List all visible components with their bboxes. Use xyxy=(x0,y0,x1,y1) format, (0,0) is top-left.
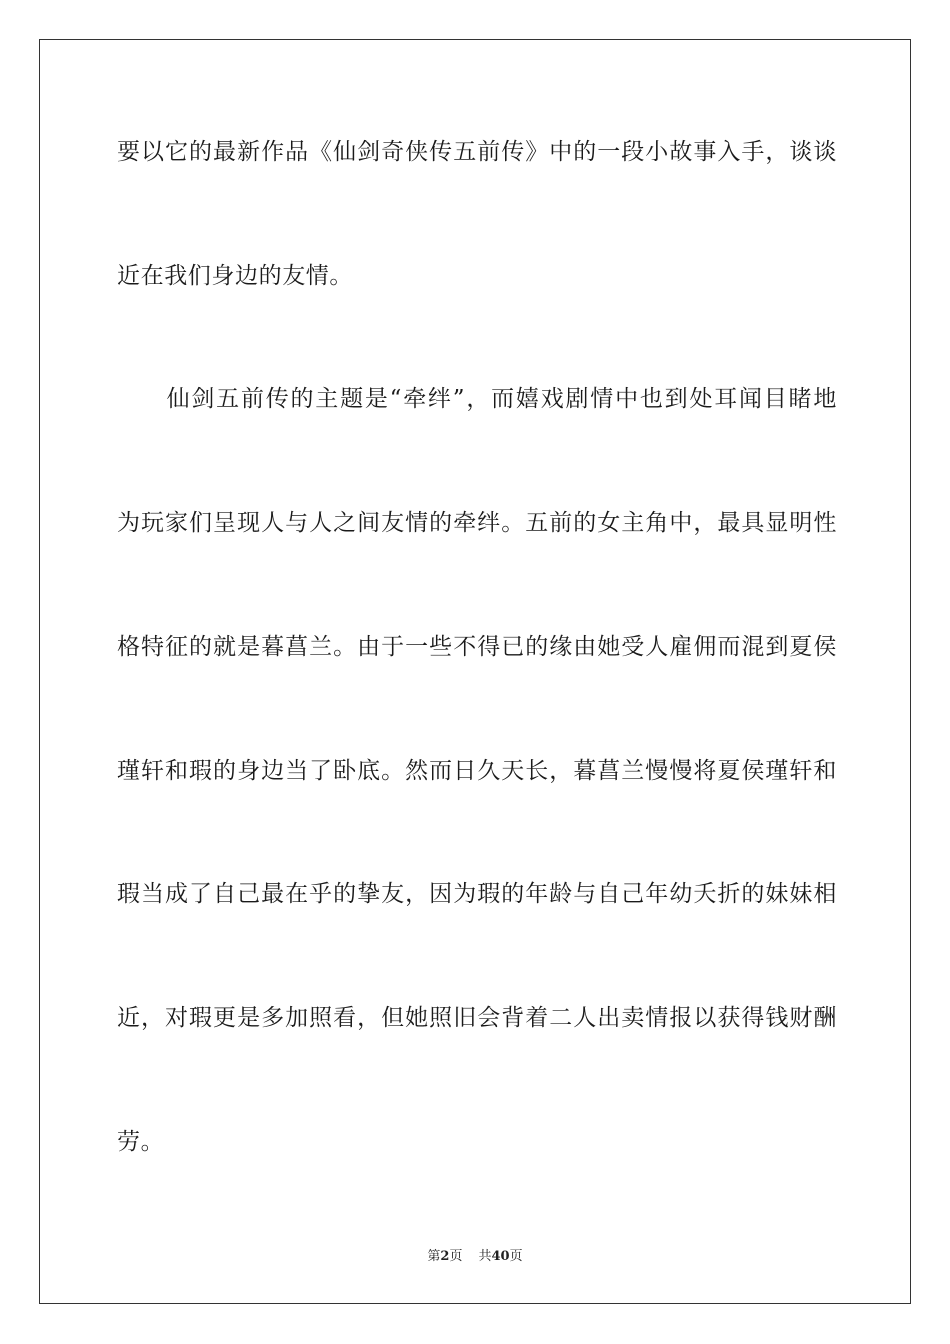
body-line-2: 近在我们身边的友情。 xyxy=(117,263,353,289)
total-suffix: 页 xyxy=(509,1249,523,1264)
body-line-1: 要以它的最新作品《仙剑奇侠传五前传》中的一段小故事入手，谈谈 xyxy=(117,139,837,165)
page-suffix: 页 xyxy=(449,1249,463,1264)
page-frame xyxy=(39,39,911,1304)
body-line-8: 近，对瑕更是多加照看，但她照旧会背着二人出卖情报以获得钱财酬 xyxy=(117,1005,837,1031)
total-pages: 40 xyxy=(491,1249,510,1264)
body-line-6: 瑾轩和瑕的身边当了卧底。然而日久天长，暮菖兰慢慢将夏侯瑾轩和 xyxy=(117,758,837,784)
body-line-7: 瑕当成了自己最在乎的挚友，因为瑕的年龄与自己年幼夭折的妹妹相 xyxy=(117,881,837,907)
page-footer xyxy=(0,1248,950,1266)
body-line-4: 为玩家们呈现人与人之间友情的牵绊。五前的女主角中，最具显明性 xyxy=(117,510,837,536)
page-prefix: 第 xyxy=(427,1249,441,1264)
body-line-9: 劳。 xyxy=(117,1129,165,1155)
total-prefix: 共 xyxy=(478,1249,492,1264)
page-number: 2 xyxy=(440,1249,450,1264)
body-line-5: 格特征的就是暮菖兰。由于一些不得已的缘由她受人雇佣而混到夏侯 xyxy=(117,634,837,660)
body-line-3: 仙剑五前传的主题是“牵绊”，而嬉戏剧情中也到处耳闻目睹地 xyxy=(117,386,837,412)
